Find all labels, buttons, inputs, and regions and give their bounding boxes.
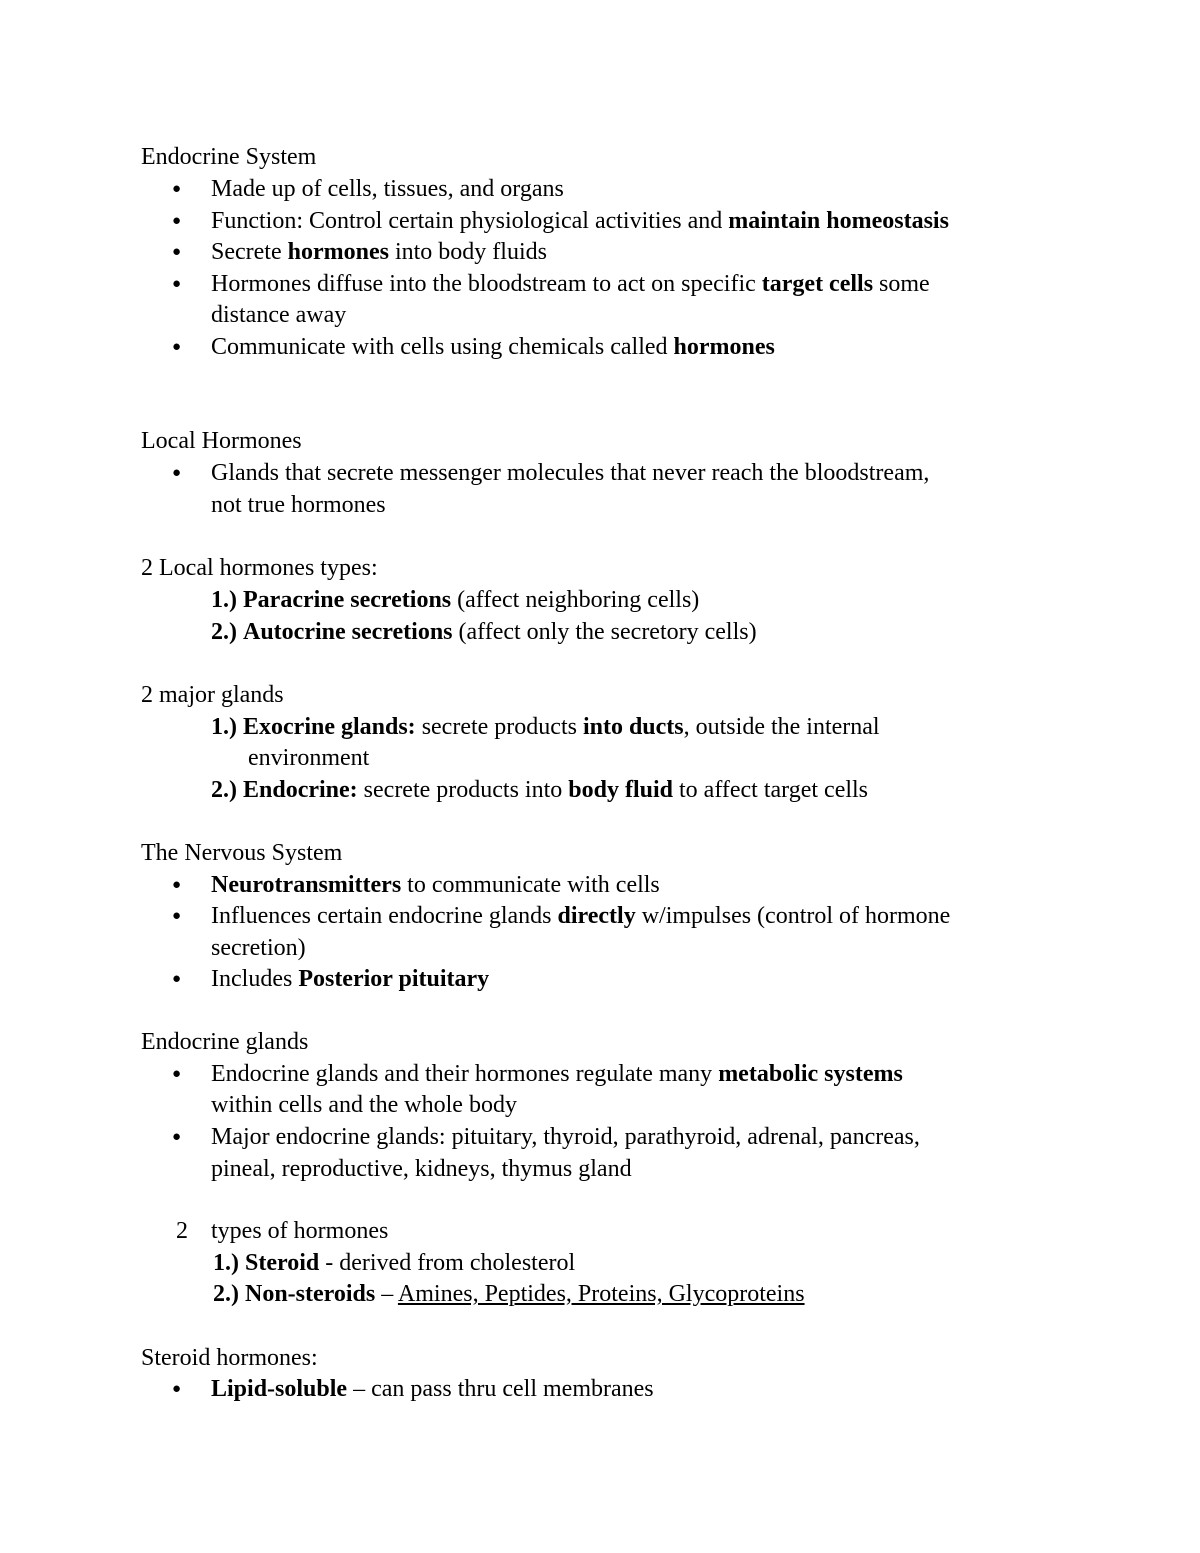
bullet-icon: ● [172,181,182,197]
numbered-item: 1.) Exocrine glands: secrete products into ducts, outside the internal [211,714,880,740]
list-item: Endocrine glands and their hormones regulate many metabolic systems [211,1061,903,1087]
list-item-continuation: pineal, reproductive, kidneys, thymus gland [211,1156,632,1182]
list-item: Communicate with cells using chemicals called hormones [211,334,775,360]
numbered-item: 2.) Autocrine secretions (affect only the secretory cells) [211,619,757,645]
heading-major-glands: 2 major glands [141,682,284,708]
heading-steroid-hormones: Steroid hormones: [141,1345,318,1371]
bullet-icon: ● [172,213,182,229]
numbered-item: 2.) Endocrine: secrete products into body fluid to affect target cells [211,777,869,803]
numbered-item: 2.) Non-steroids – Amines, Peptides, Proteins, Glycoproteins [213,1281,805,1307]
numbered-item: 1.) Steroid - derived from cholesterol [213,1250,576,1276]
bullet-icon: ● [172,276,182,292]
heading-nervous-system: The Nervous System [141,840,343,866]
bullet-icon: ● [172,1066,182,1082]
numbered-item-continuation: environment [248,745,370,771]
list-item: Includes Posterior pituitary [211,966,490,992]
heading-endocrine-system: Endocrine System [141,144,317,170]
heading-endocrine-glands: Endocrine glands [141,1029,309,1055]
list-item: Glands that secrete messenger molecules that never reach the bloodstream, [211,460,930,486]
bullet-icon: ● [172,244,182,260]
heading-hormone-types: types of hormones [211,1218,389,1244]
list-item: Function: Control certain physiological activities and maintain homeostasis [211,208,949,234]
bullet-icon: ● [172,1381,182,1397]
hormone-types-number: 2 [176,1218,188,1244]
heading-local-hormone-types: 2 Local hormones types: [141,555,378,581]
bullet-icon: ● [172,465,182,481]
list-item: Made up of cells, tissues, and organs [211,176,564,202]
list-item: Hormones diffuse into the bloodstream to act on specific target cells some [211,271,930,297]
list-item-continuation: not true hormones [211,492,386,518]
list-item: Neurotransmitters to communicate with cells [211,872,660,898]
heading-local-hormones: Local Hormones [141,428,302,454]
bullet-icon: ● [172,877,182,893]
bullet-icon: ● [172,971,182,987]
list-item: Major endocrine glands: pituitary, thyroid, parathyroid, adrenal, pancreas, [211,1124,920,1150]
list-item: Lipid-soluble – can pass thru cell membranes [211,1376,654,1402]
list-item-continuation: secretion) [211,935,306,961]
list-item: Influences certain endocrine glands directly w/impulses (control of hormone [211,903,951,929]
bullet-icon: ● [172,908,182,924]
list-item: Secrete hormones into body fluids [211,239,547,265]
bullet-icon: ● [172,339,182,355]
numbered-item: 1.) Paracrine secretions (affect neighboring cells) [211,587,700,613]
list-item-continuation: within cells and the whole body [211,1092,517,1118]
bullet-icon: ● [172,1129,182,1145]
list-item-continuation: distance away [211,302,347,328]
